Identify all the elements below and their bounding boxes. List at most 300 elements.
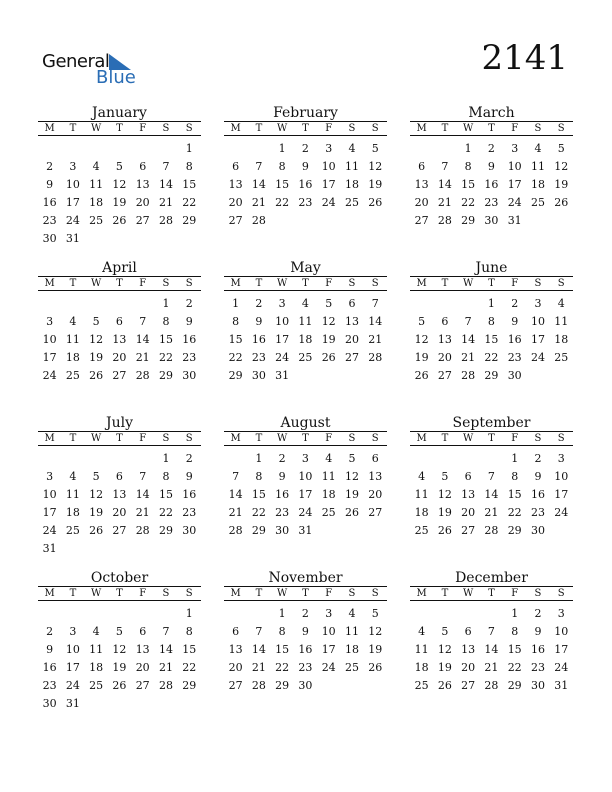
weekday-label: S: [557, 588, 565, 599]
day-cell: 28: [251, 678, 266, 692]
day-cell: 29: [507, 678, 522, 692]
day-cell: 17: [42, 350, 57, 364]
day-cell: 24: [321, 660, 336, 674]
day-cell: 1: [255, 451, 263, 465]
week-row: [38, 175, 201, 193]
day-cell: 9: [46, 642, 54, 656]
weekday-label: S: [185, 588, 193, 599]
day-cell: 3: [69, 624, 77, 638]
weekday-label: T: [302, 278, 309, 289]
week-row: [38, 330, 201, 348]
day-cell: 7: [255, 159, 263, 173]
day-cell: 31: [65, 696, 80, 710]
weekday-label: T: [488, 433, 495, 444]
weekday-label: W: [277, 123, 288, 134]
day-cell: 18: [344, 177, 359, 191]
day-cell: 14: [461, 332, 476, 346]
day-cell: 28: [251, 213, 266, 227]
day-cell: 28: [158, 678, 173, 692]
day-cell: 5: [348, 451, 356, 465]
day-cell: 19: [89, 505, 104, 519]
week-row: [410, 294, 573, 312]
day-cell: 4: [92, 159, 100, 173]
weekday-label: M: [44, 433, 55, 444]
day-cell: 20: [228, 660, 243, 674]
weekday-label: M: [44, 588, 55, 599]
day-cell: 24: [275, 350, 290, 364]
week-row: [224, 312, 387, 330]
day-cell: 16: [530, 487, 545, 501]
day-cell: 11: [344, 624, 359, 638]
day-cell: 2: [278, 451, 286, 465]
day-cell: 19: [112, 660, 127, 674]
day-cell: 25: [344, 195, 359, 209]
day-cell: 9: [534, 624, 542, 638]
day-cell: 27: [368, 505, 383, 519]
day-cell: 28: [158, 213, 173, 227]
day-cell: 22: [507, 660, 522, 674]
day-cell: 17: [275, 332, 290, 346]
week-row: [224, 467, 387, 485]
weekday-label: T: [69, 278, 77, 289]
week-row: [38, 539, 201, 557]
week-row: [224, 521, 387, 539]
day-cell: 18: [65, 505, 80, 519]
week-row: [224, 175, 387, 193]
day-cell: 9: [487, 159, 495, 173]
day-cell: 16: [182, 332, 197, 346]
day-cell: 5: [92, 469, 100, 483]
day-cell: 12: [368, 624, 383, 638]
day-cell: 21: [228, 505, 243, 519]
day-cell: 12: [414, 332, 429, 346]
day-cell: 15: [507, 487, 522, 501]
weekday-label: W: [463, 588, 474, 599]
day-cell: 1: [185, 141, 193, 155]
weekday-label: S: [557, 123, 565, 134]
weekday-label: F: [511, 433, 519, 444]
day-cell: 26: [414, 368, 429, 382]
generalblue-logo: [42, 51, 142, 91]
day-cell: 13: [461, 642, 476, 656]
day-cell: 26: [437, 678, 452, 692]
weekday-label: S: [534, 433, 542, 444]
day-cell: 14: [437, 177, 452, 191]
day-cell: 21: [368, 332, 383, 346]
day-cell: 22: [461, 195, 476, 209]
day-cell: 3: [46, 314, 54, 328]
day-cell: 13: [344, 314, 359, 328]
day-cell: 8: [511, 469, 519, 483]
day-cell: 4: [69, 469, 77, 483]
day-cell: 30: [182, 368, 197, 382]
week-row: [410, 312, 573, 330]
day-cell: 26: [344, 505, 359, 519]
day-cell: 20: [135, 195, 150, 209]
day-cell: 11: [65, 332, 80, 346]
day-cell: 24: [42, 368, 57, 382]
day-cell: 21: [461, 350, 476, 364]
day-cell: 7: [162, 159, 170, 173]
weekday-label: T: [488, 278, 495, 289]
day-cell: 2: [301, 606, 309, 620]
day-cell: 11: [65, 487, 80, 501]
day-cell: 6: [348, 296, 356, 310]
weekday-label: W: [91, 588, 102, 599]
day-cell: 7: [139, 314, 147, 328]
day-cell: 18: [554, 332, 569, 346]
weekday-label: W: [277, 588, 288, 599]
day-cell: 10: [554, 624, 569, 638]
week-row: [224, 676, 387, 694]
day-cell: 12: [368, 159, 383, 173]
day-cell: 9: [185, 314, 193, 328]
month-february: [224, 105, 387, 229]
day-cell: 10: [554, 469, 569, 483]
day-cell: 14: [158, 642, 173, 656]
day-cell: 21: [437, 195, 452, 209]
weekday-label: M: [416, 123, 427, 134]
week-row: [38, 348, 201, 366]
day-cell: 29: [461, 213, 476, 227]
day-cell: 26: [368, 660, 383, 674]
day-cell: 27: [414, 213, 429, 227]
day-cell: 24: [507, 195, 522, 209]
day-cell: 14: [484, 642, 499, 656]
day-cell: 15: [275, 177, 290, 191]
weekday-label: T: [441, 123, 449, 134]
day-cell: 8: [162, 314, 170, 328]
week-row: [38, 139, 201, 157]
day-cell: 18: [65, 350, 80, 364]
day-cell: 16: [298, 642, 313, 656]
day-cell: 14: [251, 642, 266, 656]
week-row: [38, 229, 201, 247]
day-cell: 1: [511, 451, 519, 465]
day-cell: 31: [275, 368, 290, 382]
day-cell: 14: [484, 487, 499, 501]
day-cell: 3: [325, 606, 333, 620]
day-cell: 13: [461, 487, 476, 501]
weekday-label: S: [348, 433, 356, 444]
weekday-header: [410, 122, 573, 136]
weekday-label: F: [139, 433, 147, 444]
day-cell: 17: [65, 660, 80, 674]
day-cell: 6: [418, 159, 426, 173]
day-cell: 19: [344, 487, 359, 501]
day-cell: 16: [298, 177, 313, 191]
day-cell: 15: [461, 177, 476, 191]
month-august: [224, 415, 387, 539]
day-cell: 30: [530, 523, 545, 537]
day-cell: 5: [557, 141, 565, 155]
day-cell: 20: [135, 660, 150, 674]
day-cell: 15: [182, 642, 197, 656]
day-cell: 13: [228, 177, 243, 191]
day-cell: 17: [554, 487, 569, 501]
day-cell: 8: [255, 469, 263, 483]
day-cell: 20: [344, 332, 359, 346]
day-cell: 15: [182, 177, 197, 191]
day-cell: 29: [275, 678, 290, 692]
weekday-header: [224, 587, 387, 601]
month-may: [224, 260, 387, 384]
week-row: [410, 366, 573, 384]
month-december: [410, 570, 573, 694]
day-cell: 26: [368, 195, 383, 209]
day-cell: 20: [461, 505, 476, 519]
day-cell: 27: [112, 368, 127, 382]
day-cell: 28: [484, 523, 499, 537]
weekday-label: M: [416, 278, 427, 289]
week-row: [38, 485, 201, 503]
day-cell: 4: [325, 451, 333, 465]
day-cell: 19: [554, 177, 569, 191]
day-cell: 7: [162, 624, 170, 638]
week-row: [224, 622, 387, 640]
day-cell: 11: [530, 159, 545, 173]
day-cell: 5: [441, 469, 449, 483]
weekday-header: [38, 277, 201, 291]
weekday-label: S: [348, 278, 356, 289]
day-cell: 15: [228, 332, 243, 346]
day-cell: 11: [321, 469, 336, 483]
day-cell: 12: [554, 159, 569, 173]
week-row: [410, 211, 573, 229]
day-cell: 23: [42, 678, 57, 692]
day-cell: 16: [182, 487, 197, 501]
day-cell: 2: [534, 451, 542, 465]
day-cell: 17: [321, 177, 336, 191]
day-cell: 17: [321, 642, 336, 656]
day-cell: 22: [228, 350, 243, 364]
weekday-label: S: [534, 123, 542, 134]
week-row: [410, 330, 573, 348]
day-cell: 15: [275, 642, 290, 656]
day-cell: 8: [185, 624, 193, 638]
week-row: [410, 467, 573, 485]
day-cell: 10: [507, 159, 522, 173]
weekday-label: M: [416, 588, 427, 599]
weekday-label: S: [534, 588, 542, 599]
day-cell: 6: [139, 624, 147, 638]
day-cell: 25: [89, 678, 104, 692]
day-cell: 24: [554, 505, 569, 519]
day-cell: 26: [321, 350, 336, 364]
week-row: [224, 485, 387, 503]
day-cell: 17: [42, 505, 57, 519]
week-row: [38, 294, 201, 312]
month-title: May: [224, 260, 387, 277]
day-cell: 17: [530, 332, 545, 346]
day-cell: 2: [185, 296, 193, 310]
day-cell: 15: [507, 642, 522, 656]
week-row: [410, 503, 573, 521]
day-cell: 9: [185, 469, 193, 483]
day-cell: 16: [42, 660, 57, 674]
day-cell: 5: [371, 141, 379, 155]
week-row: [224, 330, 387, 348]
month-title: February: [224, 105, 387, 122]
day-cell: 6: [139, 159, 147, 173]
month-march: [410, 105, 573, 229]
weekday-label: T: [255, 588, 263, 599]
weekday-label: T: [69, 433, 77, 444]
day-cell: 8: [278, 159, 286, 173]
day-cell: 3: [511, 141, 519, 155]
day-cell: 13: [112, 332, 127, 346]
day-cell: 10: [298, 469, 313, 483]
day-cell: 6: [232, 159, 240, 173]
day-cell: 22: [251, 505, 266, 519]
weekday-label: W: [277, 433, 288, 444]
day-cell: 13: [368, 469, 383, 483]
day-cell: 4: [301, 296, 309, 310]
week-row: [224, 157, 387, 175]
day-cell: 18: [298, 332, 313, 346]
day-cell: 30: [507, 368, 522, 382]
week-row: [38, 503, 201, 521]
day-cell: 31: [42, 541, 57, 555]
day-cell: 11: [414, 642, 429, 656]
day-cell: 21: [251, 660, 266, 674]
day-cell: 21: [135, 505, 150, 519]
day-cell: 23: [251, 350, 266, 364]
day-cell: 20: [112, 505, 127, 519]
day-cell: 21: [135, 350, 150, 364]
day-cell: 21: [484, 505, 499, 519]
day-cell: 3: [278, 296, 286, 310]
weekday-header: [410, 432, 573, 446]
weekday-label: M: [416, 433, 427, 444]
day-cell: 9: [278, 469, 286, 483]
day-cell: 17: [554, 642, 569, 656]
day-cell: 15: [158, 332, 173, 346]
weekday-label: T: [116, 588, 123, 599]
day-cell: 27: [228, 213, 243, 227]
day-cell: 23: [42, 213, 57, 227]
day-cell: 25: [321, 505, 336, 519]
day-cell: 25: [554, 350, 569, 364]
day-cell: 16: [275, 487, 290, 501]
day-cell: 11: [414, 487, 429, 501]
month-title: March: [410, 105, 573, 122]
day-cell: 23: [484, 195, 499, 209]
day-cell: 6: [232, 624, 240, 638]
day-cell: 14: [135, 332, 150, 346]
day-cell: 18: [344, 642, 359, 656]
weekday-label: M: [230, 588, 241, 599]
day-cell: 25: [530, 195, 545, 209]
day-cell: 16: [251, 332, 266, 346]
day-cell: 2: [46, 624, 54, 638]
week-row: [224, 193, 387, 211]
day-cell: 4: [418, 469, 426, 483]
day-cell: 27: [135, 678, 150, 692]
month-title: November: [224, 570, 387, 587]
week-row: [224, 139, 387, 157]
day-cell: 30: [484, 213, 499, 227]
day-cell: 16: [484, 177, 499, 191]
day-cell: 21: [158, 660, 173, 674]
week-row: [410, 175, 573, 193]
weekday-label: T: [255, 278, 263, 289]
day-cell: 3: [325, 141, 333, 155]
day-cell: 7: [371, 296, 379, 310]
day-cell: 13: [112, 487, 127, 501]
day-cell: 4: [557, 296, 565, 310]
day-cell: 12: [344, 469, 359, 483]
day-cell: 24: [554, 660, 569, 674]
day-cell: 14: [135, 487, 150, 501]
day-cell: 22: [484, 350, 499, 364]
day-cell: 25: [65, 523, 80, 537]
weekday-label: T: [255, 123, 263, 134]
weekday-label: T: [69, 588, 77, 599]
day-cell: 3: [534, 296, 542, 310]
day-cell: 12: [112, 642, 127, 656]
day-cell: 19: [321, 332, 336, 346]
day-cell: 29: [158, 523, 173, 537]
day-cell: 5: [325, 296, 333, 310]
month-july: [38, 415, 201, 557]
weekday-label: F: [325, 278, 333, 289]
day-cell: 18: [530, 177, 545, 191]
day-cell: 18: [321, 487, 336, 501]
day-cell: 8: [464, 159, 472, 173]
day-cell: 28: [228, 523, 243, 537]
day-cell: 16: [507, 332, 522, 346]
day-cell: 20: [461, 660, 476, 674]
day-cell: 31: [65, 231, 80, 245]
day-cell: 14: [368, 314, 383, 328]
week-row: [410, 157, 573, 175]
week-row: [38, 366, 201, 384]
week-row: [410, 348, 573, 366]
day-cell: 20: [228, 195, 243, 209]
weekday-label: S: [185, 433, 193, 444]
weekday-label: S: [162, 123, 170, 134]
day-cell: 5: [115, 624, 123, 638]
day-cell: 9: [301, 624, 309, 638]
month-title: August: [224, 415, 387, 432]
day-cell: 15: [251, 487, 266, 501]
week-row: [410, 640, 573, 658]
day-cell: 1: [487, 296, 495, 310]
week-row: [410, 485, 573, 503]
day-cell: 21: [251, 195, 266, 209]
month-title: December: [410, 570, 573, 587]
day-cell: 24: [298, 505, 313, 519]
day-cell: 19: [368, 642, 383, 656]
day-cell: 4: [92, 624, 100, 638]
day-cell: 1: [278, 606, 286, 620]
logo-blue-text: Blue: [96, 67, 136, 88]
day-cell: 12: [112, 177, 127, 191]
day-cell: 15: [484, 332, 499, 346]
day-cell: 9: [255, 314, 263, 328]
day-cell: 1: [232, 296, 240, 310]
day-cell: 13: [135, 642, 150, 656]
day-cell: 22: [275, 195, 290, 209]
day-cell: 8: [511, 624, 519, 638]
day-cell: 10: [65, 177, 80, 191]
day-cell: 2: [487, 141, 495, 155]
logo-general-text: General: [42, 51, 110, 72]
day-cell: 29: [228, 368, 243, 382]
day-cell: 5: [371, 606, 379, 620]
day-cell: 23: [298, 195, 313, 209]
